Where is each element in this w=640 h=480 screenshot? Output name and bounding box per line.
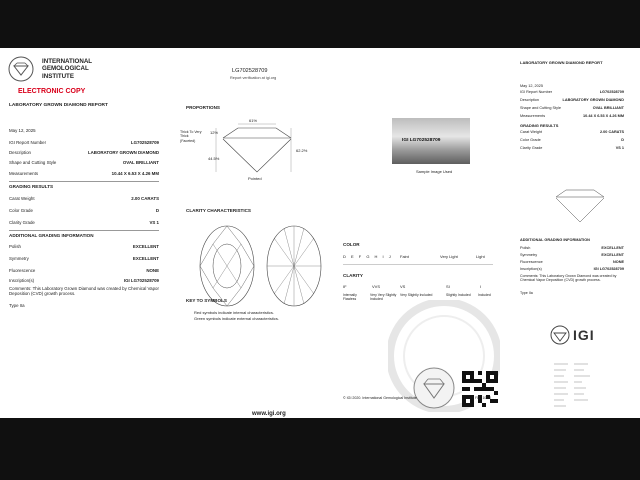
right-comments: Comments: This Laboratory Grown Diamond was created by Chemical Vapor Deposition (CVD) growth process. [520,274,617,283]
clarity-grade-if: IF [343,284,347,289]
right-field-color [520,138,624,142]
additional-grading-heading: ADDITIONAL GRADING INFORMATION [9,233,94,238]
key-to-symbols-heading: KEY TO SYMBOLS [186,298,227,303]
right-proportions-diagram [522,182,628,232]
field-value: EXCELLENT [601,253,624,257]
diamond-type: Type IIa [9,303,25,308]
sample-image [392,118,470,164]
field-value: IGI LG702528709 [593,267,624,271]
igi-logo-text: IGI [573,327,595,343]
color-scale-heading: COLOR [343,242,360,247]
field-value: IGI LG702528709 [123,278,159,283]
field-value: D [621,138,624,142]
field-label: Shape and Cutting Style [9,160,57,165]
verification-line: Report verification at igi.org [230,76,277,80]
field-value: EXCELLENT [601,246,624,250]
clarity-word-vs: Very Slightly Included [400,293,433,297]
field-color-grade [9,208,159,213]
field-label: Symmetry [520,253,538,257]
copyright-line: © IGI 2020. International Gemological Institute [343,396,417,400]
website-link[interactable]: www.igi.org [252,411,286,417]
key-line-green: Green symbols indicate external characteristics. [194,316,279,321]
field-label: Color Grade [520,138,541,142]
divider [9,181,159,182]
right-column [520,48,630,418]
right-field-measurements [520,114,624,118]
field-label: Carat Weight [520,130,543,134]
field-label: Measurements [520,114,546,118]
clarity-plot-svg [198,224,328,308]
clarity-word-si: Slightly Included [446,293,471,297]
field-label: Polish [520,246,531,250]
field-label: Color Grade [9,208,33,213]
right-field-clarity [520,146,624,150]
right-type: Type IIa [520,291,533,295]
depth-percent: 62.2% [296,148,308,153]
field-measurements [9,171,159,176]
right-igi-logo [550,324,595,346]
right-grading-heading: GRADING RESULTS [520,123,559,128]
field-label: IGI Report Number [520,90,553,94]
right-field-carat [520,130,624,134]
field-symmetry [9,256,159,261]
table-percent: 61% [249,118,258,123]
field-value: VS 1 [615,146,624,150]
field-value: EXCELLENT [132,244,159,249]
clarity-word-if: Internally Flawless [343,293,357,301]
clarity-word-vvs: Very Very Slightly Included [370,293,397,301]
right-field-report-number [520,90,624,94]
field-fluorescence [9,268,159,273]
field-label: Symmetry [9,256,29,261]
field-label: Description [520,98,539,102]
right-summary-block [554,360,604,408]
field-label: Shape and Cutting Style [520,106,561,110]
field-inscription [9,278,159,283]
clarity-grade-vs: VS [400,284,406,289]
comments: Comments: This Laboratory Grown Diamond was created by Chemical Vapor Deposition (CVD) growth process. [9,286,159,297]
color-word-very-light: Very Light [440,254,458,259]
clarity-scale-heading: CLARITY [343,273,363,278]
field-label: Carat Weight [9,196,35,201]
key-line-red: Red symbols indicate internal characteristics. [194,310,275,315]
clarity-grade-si: SI [446,284,450,289]
field-value: NONE [146,268,159,273]
igi-logo-icon [550,325,570,345]
institute-line-1: INTERNATIONAL [42,58,93,65]
right-field-fluorescence [520,260,624,264]
clarity-grade-vvs: VVS [372,284,381,289]
pavilion-percent: 44.5% [208,156,220,161]
institute-line-3: INSTITUTE [42,72,74,80]
form-code: FD - 10.20 [475,396,492,400]
field-polish [9,244,159,249]
field-value: NONE [613,260,624,264]
right-additional-heading: ADDITIONAL GRADING INFORMATION [520,238,590,242]
field-value: 2.00 CARATS [131,196,159,201]
clarity-characteristics-heading: CLARITY CHARACTERISTICS [186,208,251,213]
field-label: IGI Report Number [9,140,47,145]
field-value: LABORATORY GROWN DIAMOND [562,98,624,102]
field-value: D [155,208,159,213]
clarity-plot-diagram [198,224,328,308]
proportions-heading: PROPORTIONS [186,105,220,110]
sample-caption: Sample Image Used [416,169,453,174]
electronic-copy-label: ELECTRONIC COPY [18,88,86,95]
field-report-number [9,140,159,145]
field-shape [9,160,159,165]
clarity-grade-i: I [480,284,482,289]
field-value: EXCELLENT [132,256,159,261]
field-value: LG702528709 [130,140,159,145]
field-label: Description [9,150,31,155]
report-date: May 12, 2025 [9,128,36,133]
culet-label: Pointed [248,176,262,181]
clarity-word-i: Included [478,293,491,297]
right-field-inscription [520,267,624,271]
color-letters: D E F G H I J [343,254,393,259]
sample-inscription: IGI LG702528709 [402,138,441,143]
report-code: LG702528709 [232,68,268,74]
right-report-date: May 12, 2025 [520,84,544,88]
report-title: LABORATORY GROWN DIAMOND REPORT [9,103,108,108]
field-value: LABORATORY GROWN DIAMOND [87,150,159,155]
grading-results-heading: GRADING RESULTS [9,184,54,189]
qr-code-icon[interactable] [462,371,498,407]
right-field-polish [520,246,624,250]
field-label: Measurements [9,171,39,176]
field-label: Inscription(s) [9,278,35,283]
field-label: Inscription(s) [520,267,542,271]
field-value: 2.00 CARATS [600,130,624,134]
igi-seal-icon [412,366,456,410]
field-value: 10.44 X 6.53 X 4.26 MM [111,171,159,176]
field-value: OVAL BRILLIANT [592,106,624,110]
field-label: Fluorescence [9,268,36,273]
report-sheet [0,48,640,418]
right-field-symmetry [520,253,624,257]
color-scale-bar [343,264,493,265]
field-label: Fluorescence [520,260,543,264]
field-value: OVAL BRILLIANT [122,160,159,165]
girdle-label: Thick To Very Thick (Faceted) [180,130,202,143]
field-value: VS 1 [149,220,159,225]
right-field-description [520,98,624,102]
left-column [9,48,159,418]
field-clarity-grade [9,220,159,225]
right-report-title: LABORATORY GROWN DIAMOND REPORT [520,60,603,65]
field-value: 10.44 X 6.53 X 4.26 MM [583,114,624,118]
field-value: LG702528709 [599,90,624,94]
field-carat [9,196,159,201]
color-word-light: Light [476,254,485,259]
crown-percent: 12% [210,130,219,135]
color-word-faint: Faint [400,254,409,259]
field-label: Clarity Grade [9,220,35,225]
right-field-shape [520,106,624,110]
divider [9,230,159,231]
institute-line-2: GEMOLOGICAL [42,65,89,73]
field-label: Polish [9,244,21,249]
field-description [9,150,159,155]
field-label: Clarity Grade [520,146,543,150]
